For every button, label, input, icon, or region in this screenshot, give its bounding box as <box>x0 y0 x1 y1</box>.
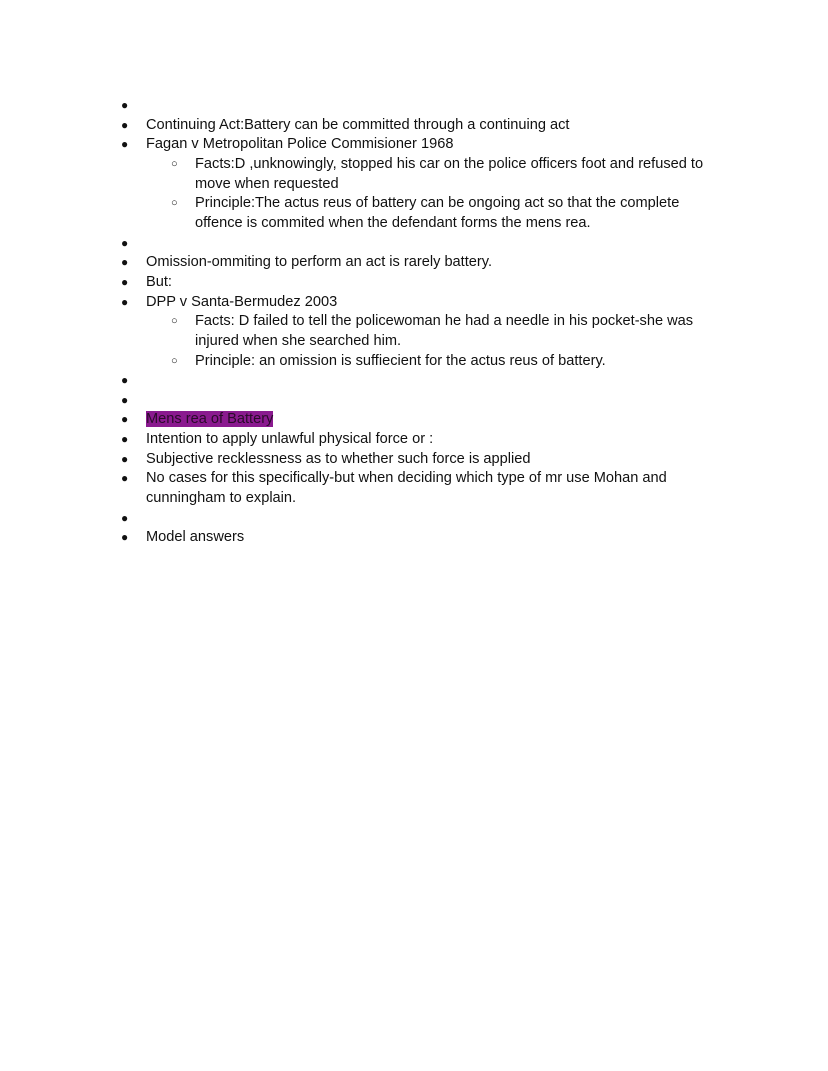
bullet-icon: ● <box>121 255 129 270</box>
item-text: Model answers <box>146 529 245 546</box>
item-text: Facts: D failed to tell the policewoman he had a needle in his pocket-she was injured when she searched him. <box>195 313 694 349</box>
item-text: Continuing Act:Battery can be committed through a continuing act <box>146 116 570 133</box>
list-item-text <box>146 450 726 470</box>
bullet-icon: ● <box>121 98 129 112</box>
list-item <box>0 116 828 136</box>
bullet-icon: ● <box>121 235 129 250</box>
bullet-icon: ● <box>121 392 129 407</box>
list-item <box>0 96 828 116</box>
bullet-icon: ● <box>121 451 129 466</box>
bullet-icon: ● <box>121 510 129 525</box>
bullet-icon: ● <box>121 412 129 427</box>
item-text: Fagan v Metropolitan Police Commisioner 1968 <box>146 136 454 153</box>
item-text: But: <box>146 273 172 290</box>
list-item-text <box>146 293 726 313</box>
item-text: Omission-ommiting to perform an act is rarely battery. <box>146 254 493 271</box>
bullet-icon: ● <box>121 294 129 309</box>
hollow-bullet-icon: ○ <box>171 315 178 328</box>
item-text: Intention to apply unlawful physical force or : <box>146 431 434 448</box>
item-text: DPP v Santa-Bermudez 2003 <box>146 293 338 310</box>
list-item <box>0 293 828 313</box>
bullet-icon: ● <box>121 373 129 388</box>
list-item <box>0 135 828 155</box>
list-item <box>0 430 828 450</box>
list-item-text <box>146 410 726 430</box>
hollow-bullet-icon: ○ <box>171 197 178 210</box>
bullet-icon: ● <box>121 530 129 545</box>
item-text: No cases for this specifically-but when deciding which type of mr use Mohan and cunningham to explain. <box>146 470 667 507</box>
list-item-text <box>195 155 725 194</box>
list-item <box>0 450 828 470</box>
list-item-text <box>146 528 726 548</box>
list-item-text <box>146 135 726 155</box>
list-item-text <box>146 253 726 273</box>
item-text: Facts:D ,unknowingly, stopped his car on the police officers foot and refused to move when requested <box>195 155 704 192</box>
sub-list-item <box>0 352 828 372</box>
list-item <box>0 253 828 273</box>
document-body <box>0 96 828 548</box>
bullet-icon: ● <box>121 117 129 132</box>
sub-list-item <box>0 312 828 351</box>
sub-list-item <box>0 155 828 194</box>
list-item <box>0 234 828 254</box>
bullet-icon: ● <box>121 274 129 289</box>
highlighted-heading: Mens rea of Battery <box>146 411 274 428</box>
hollow-bullet-icon: ○ <box>171 157 178 170</box>
list-item <box>0 273 828 293</box>
list-item <box>0 509 828 529</box>
list-item-text <box>195 194 725 233</box>
item-text: Principle: an omission is suffiecient for the actus reus of battery. <box>195 352 606 369</box>
hollow-bullet-icon: ○ <box>171 354 178 367</box>
list-item <box>0 371 828 391</box>
list-item <box>0 410 828 430</box>
bullet-icon: ● <box>121 471 129 486</box>
bullet-icon: ● <box>121 432 129 447</box>
list-item <box>0 469 828 508</box>
list-item-text <box>146 469 726 508</box>
bullet-icon: ● <box>121 137 129 152</box>
item-text: Principle:The actus reus of battery can be ongoing act so that the complete offence is commited when the defendant forms the mens rea. <box>195 195 680 231</box>
sub-list-item <box>0 194 828 233</box>
list-item-text <box>195 312 725 351</box>
item-text: Subjective recklessness as to whether such force is applied <box>146 450 531 467</box>
list-item <box>0 528 828 548</box>
list-item <box>0 391 828 411</box>
list-item-text <box>146 430 726 450</box>
list-item-text <box>146 116 726 136</box>
list-item-text <box>146 273 726 293</box>
list-item-text <box>195 352 725 372</box>
